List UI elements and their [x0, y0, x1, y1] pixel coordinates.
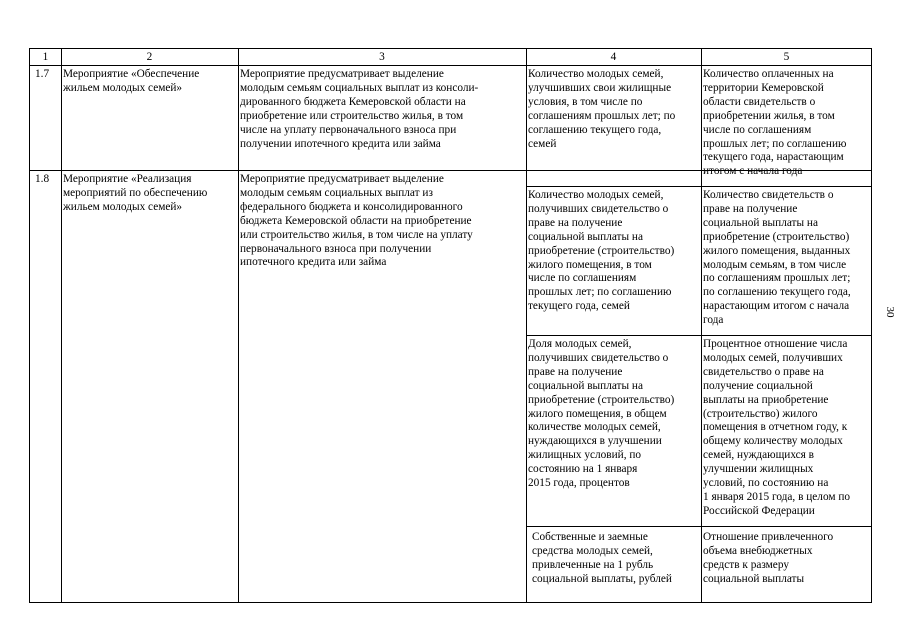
indicator-method: Количество оплаченных на территории Кемеровской области свидетельств о приобретении жилья, в том числе по соглашениям прошлых лет; по соглашению текущего года, нарастающим итогом с начала года [703, 68, 847, 178]
indicator-method: Количество свидетельств о праве на получение социальной выплаты на приобретение (строительство) жилого помещения, выданных молодым семьям, в том числе по соглашениям прошлых лет; по соглашению текущего года, нарастающим итогом с начала года [703, 189, 851, 327]
event-description: Мероприятие предусматривает выделение молодым семьям социальных выплат из федерального бюджета и консолидированного бюджета Кемеровской области на приобретение или строительство жилья, в том числе на уплату первоначального взноса при получении ипотечного кредита или займа [240, 173, 473, 269]
page-number: 30 [884, 306, 896, 318]
indicator-name: Количество молодых семей, получивших свидетельство о праве на получение социальной выплаты на приобретение (строительство) жилого помещения, в том числе по соглашениям прошлых лет; по соглашению текущего года, семей [528, 189, 675, 313]
indicator-divider [526, 526, 871, 527]
row-number: 1.8 [35, 173, 50, 185]
indicator-method: Процентное отношение числа молодых семей, получивших свидетельство о праве на получение социальной выплаты на приобретение (строительство) жилого помещения в отчетном году, к общему количеству молодых семей, нуждающихся в улучшении жилищных условий, по состоянию на 1 января 2015 года, в целом по Российской Федерации [703, 338, 851, 517]
row-number: 1.7 [35, 68, 50, 80]
indicator-method: Отношение привлеченного объема внебюджетных средств к размеру социальной выплаты [703, 531, 834, 585]
column-divider [61, 49, 62, 602]
indicator-name: Доля молодых семей, получивших свидетельство о праве на получение социальной выплаты на приобретение (строительство) жилого помещения, в общем количестве молодых семей, нуждающихся в улучшении жилищных условий, по состоянию на 1 января 2015 года, процентов [528, 338, 675, 490]
header-cell: 1 [42, 51, 49, 63]
header-cell: 2 [146, 51, 153, 63]
indicators-table [29, 48, 872, 603]
event-name: Мероприятие «Реализация мероприятий по обеспечению жильем молодых семей» [63, 173, 208, 213]
indicator-divider [526, 186, 871, 187]
indicator-name: Собственные и заемные средства молодых семей, привлеченные на 1 рубль социальной выплаты, рублей [532, 531, 672, 585]
header-cell: 4 [610, 51, 617, 63]
event-name: Мероприятие «Обеспечение жильем молодых семей» [63, 68, 200, 94]
indicator-divider [526, 335, 871, 336]
row-1-8-top-border [30, 170, 526, 171]
header-cell: 5 [783, 51, 790, 63]
header-row-divider [30, 65, 871, 66]
header-cell: 3 [379, 51, 385, 63]
indicator-name: Количество молодых семей, улучшивших свои жилищные условия, в том числе по соглашениям прошлых лет; по соглашению текущего года, семей [528, 68, 676, 150]
event-description: Мероприятие предусматривает выделение молодым семьям социальных выплат из консоли- дированного бюджета Кемеровской области на приобретение или строительство жилья, в том числе на уплату первоначального взноса при получении ипотечного кредита или займа [240, 68, 479, 150]
